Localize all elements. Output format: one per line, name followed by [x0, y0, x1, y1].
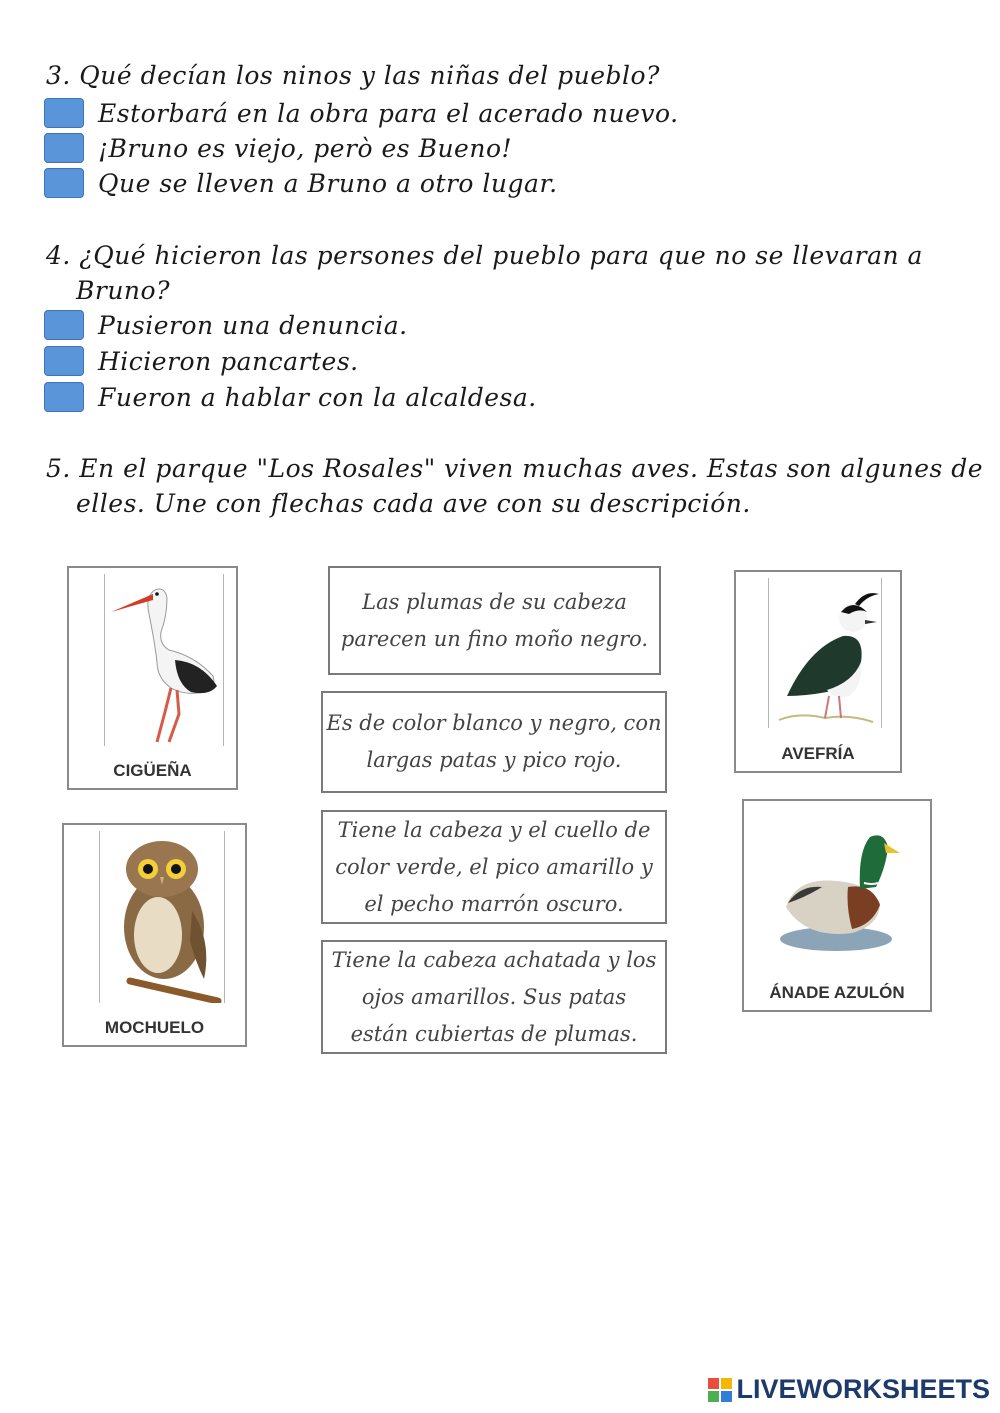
mallard-card — [742, 799, 932, 1012]
owl-card — [62, 823, 247, 1047]
q3-option-2-checkbox[interactable] — [44, 133, 84, 163]
description-4-line-1: Tiene la cabeza achatada y los — [331, 947, 657, 972]
q3-option-1 — [44, 96, 679, 130]
description-4-line-2: ojos amarillos. Sus patas — [361, 984, 627, 1009]
q4-option-2-label: Hicieron pancartes. — [98, 346, 359, 376]
q3-option-3 — [44, 166, 558, 200]
q4-option-1-label: Pusieron una denuncia. — [98, 310, 408, 340]
q4-option-3-checkbox[interactable] — [44, 382, 84, 412]
description-box-4 — [321, 940, 667, 1054]
q3-option-3-checkbox[interactable] — [44, 168, 84, 198]
description-box-3 — [321, 810, 667, 924]
description-box-2 — [321, 691, 667, 793]
description-2-line-1: Es de color blanco y negro, con — [326, 711, 662, 735]
question-5-title-line-2: elles. Une con flechas cada ave con su descripción. — [76, 489, 751, 518]
mallard-image — [776, 807, 902, 967]
q3-option-1-checkbox[interactable] — [44, 98, 84, 128]
liveworksheets-logo-icon — [708, 1378, 732, 1402]
q4-option-2 — [44, 344, 359, 378]
q4-option-3-label: Fueron a hablar con la alcaldesa. — [98, 382, 537, 412]
mallard-label: ÁNADE AZULÓN — [769, 983, 905, 1002]
q4-option-1 — [44, 308, 408, 342]
stork-image — [104, 574, 224, 746]
question-4-title-line-1: 4. ¿Qué hicieron las persones del pueblo para que no se llevaran a — [46, 241, 923, 270]
lapwing-card — [734, 570, 902, 773]
question-3-title: 3. Qué decían los ninos y las niñas del pueblo? — [46, 61, 660, 90]
liveworksheets-logo-text: LIVEWORKSHEETS — [736, 1374, 990, 1404]
q4-option-2-checkbox[interactable] — [44, 346, 84, 376]
lapwing-image — [768, 578, 882, 728]
description-3-line-1: Tiene la cabeza y el cuello de — [337, 817, 651, 842]
description-box-1 — [328, 566, 661, 675]
owl-label: MOCHUELO — [104, 1018, 205, 1037]
q4-option-1-checkbox[interactable] — [44, 310, 84, 340]
description-3-line-3: el pecho marrón oscuro. — [364, 891, 624, 916]
question-5-title-line-1: 5. En el parque "Los Rosales" viven muchas aves. Estas son algunes de — [46, 454, 984, 483]
owl-image — [99, 831, 225, 1003]
description-2-line-2: largas patas y pico rojo. — [366, 748, 622, 772]
q4-option-3 — [44, 380, 537, 414]
description-3-line-2: color verde, el pico amarillo y — [335, 854, 653, 879]
liveworksheets-logo[interactable] — [708, 1374, 990, 1405]
q3-option-3-label: Que se lleven a Bruno a otro lugar. — [98, 168, 558, 198]
stork-label: CIGÜEÑA — [113, 761, 192, 780]
q3-option-1-label: Estorbará en la obra para el acerado nuevo. — [98, 98, 679, 128]
description-4-line-3: están cubiertas de plumas. — [350, 1021, 638, 1046]
question-4-title-line-2: Bruno? — [76, 276, 170, 305]
q3-option-2 — [44, 131, 512, 165]
stork-card — [67, 566, 238, 790]
lapwing-label: AVEFRÍA — [781, 744, 855, 763]
description-1-line-1: Las plumas de su cabeza — [362, 589, 627, 614]
q3-option-2-label: ¡Bruno es viejo, però es Bueno! — [98, 133, 513, 163]
description-1-line-2: parecen un fino moño negro. — [340, 626, 649, 651]
